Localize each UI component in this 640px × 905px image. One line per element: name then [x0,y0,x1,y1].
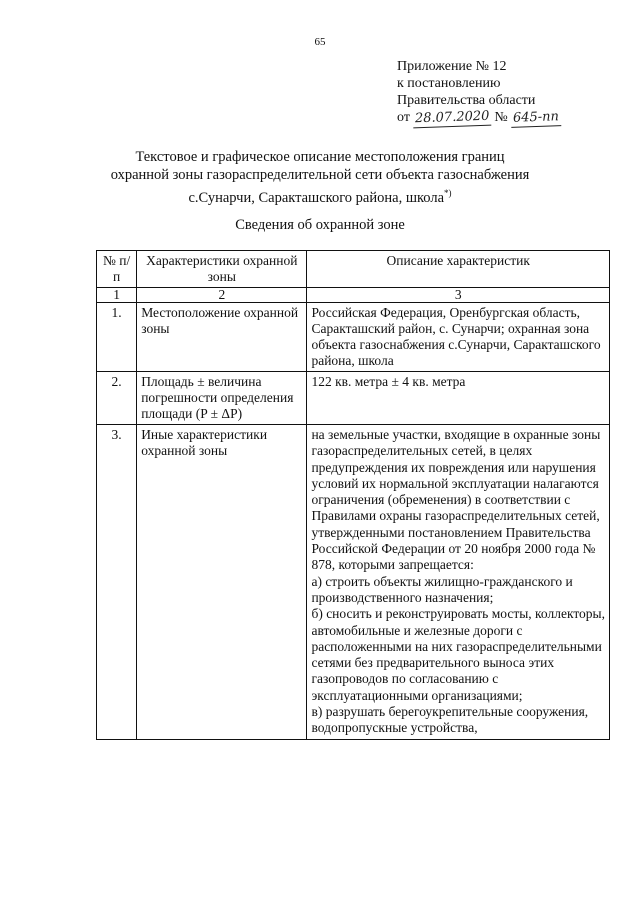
appendix-government: Правительства области [397,93,536,108]
row-description [307,425,610,740]
table-row [97,303,610,372]
column-number-2: 2 [137,288,307,303]
date-prefix: от [397,110,410,125]
appendix-title: Приложение № 12 [397,59,507,74]
title-line-2: охранной зоны газораспределительной сети объекта газоснабжения [110,167,530,183]
row-number: 3. [97,425,137,740]
header-description: Описание характеристик [307,251,610,288]
table-row [97,425,610,740]
header-characteristics: Характеристики охранной зоны [137,251,307,288]
table-header-row [97,251,610,288]
row-characteristic: Иные характеристики охранной зоны [137,425,307,740]
restriction-item-a: а) строить объекты жилищно-гражданского и производственного назначения; [311,573,573,605]
handwritten-number: 645-пп [510,108,561,128]
handwritten-date: 28.07.2020 [413,108,492,129]
title-line-3 [60,184,580,207]
appendix-to-resolution: к постановлению [397,76,501,91]
table-row [97,372,610,425]
restrictions-intro: на земельные участки, входящие в охранные зоны газораспределительных сетей, в целях предупреждения их повреждения или нарушения условий их нормальной эксплуатации налагаются ограничения (обременения) в соответствии с Правилами охраны газораспределительных сетей, утвержденными постановлением Правительства Российской Федерации от 20 ноября 2000 года № 878, которыми запрещается: [311,427,601,573]
footnote-mark: *) [444,188,452,198]
row-description: 122 кв. метра ± 4 кв. метра [307,372,610,425]
zone-info-table [96,250,610,740]
column-number-3: 3 [307,288,610,303]
appendix-block [397,58,564,127]
title-line-3-text: с.Сунарчи, Саракташского района, школа [188,189,445,206]
column-number-row [97,288,610,303]
row-description: Российская Федерация, Оренбургская область, Саракташский район, с. Сунарчи; охранная зона объекта газоснабжения с.Сунарчи, Саракташского района, школа [307,303,610,372]
number-prefix: № [494,110,508,125]
row-number: 2. [97,372,137,425]
restriction-item-b: б) сносить и реконструировать мосты, коллекторы, автомобильные и железные дороги с расположенными на них газораспределительными сетями без предварительного выноса этих газопроводов по согласованию с эксплуатационными организациями; [311,606,606,703]
row-number: 1. [97,303,137,372]
column-number-1: 1 [97,288,137,303]
section-subtitle: Сведения об охранной зоне [235,217,405,233]
restriction-item-c: в) разрушать берегоукрепительные сооружения, водопропускные устройства, [311,704,589,736]
page-number: 65 [314,36,326,48]
row-characteristic: Местоположение охранной зоны [137,303,307,372]
title-line-1: Текстовое и графическое описание местоположения границ [135,149,505,165]
row-characteristic: Площадь ± величина погрешности определения площади (P ± ΔP) [137,372,307,425]
appendix-date-line [397,109,564,127]
header-number: № п/п [97,251,137,288]
document-title [60,148,580,207]
